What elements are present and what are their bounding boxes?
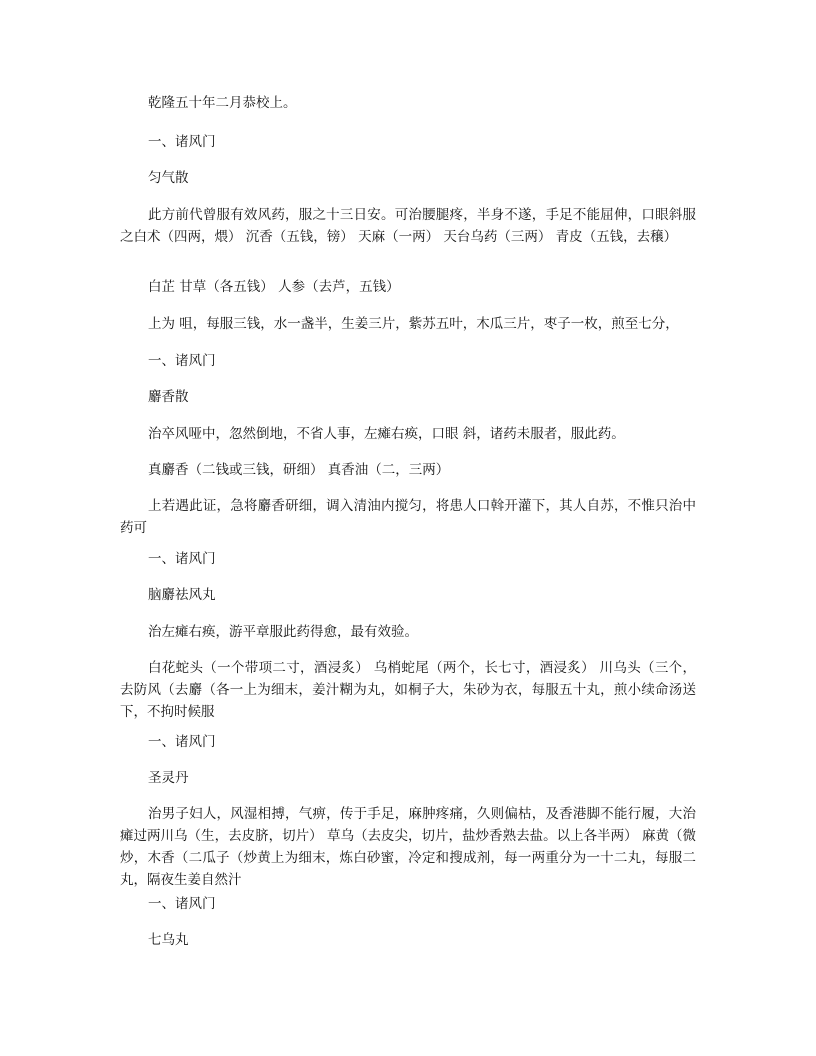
preparation: 上若遇此证，急将麝香研细，调入清油内搅匀，将患人口斡开灌下，其人自苏，不惟只治中药可 (120, 498, 696, 536)
section-heading: 一、诸风门 (148, 134, 216, 150)
recipe-title: 匀气散 (148, 170, 189, 186)
date-line: 乾隆五十年二月恭校上。 (148, 95, 297, 111)
recipe-description: 治左瘫右痪，游平章服此药得愈，最有效验。 (148, 624, 418, 640)
recipe-description: 治卒风哑中，忽然倒地，不省人事，左瘫右痪，口眼 斜，诸药未服者，服此药。 (148, 426, 625, 442)
section-heading: 一、诸风门 (148, 734, 216, 750)
recipe-title: 七乌丸 (148, 932, 189, 948)
recipe-title: 圣灵丹 (148, 770, 189, 786)
ingredients: 真麝香（二钱或三钱，研细） 真香油（二，三两） (148, 462, 450, 478)
preparation: 上为 咀，每服三钱，水一盏半，生姜三片，紫苏五叶，木瓜三片，枣子一枚，煎至七分， (148, 316, 679, 332)
section-heading: 一、诸风门 (148, 551, 216, 567)
ingredients: 白芷 甘草（各五钱） 人参（去芦，五钱） (148, 279, 400, 295)
recipe-description: 此方前代曾服有效风药，服之十三日安。可治腰腿疼，半身不遂，手足不能屈伸，口眼斜服之白术（四两，煨） 沉香（五钱，镑） 天麻（一两） 天台乌药（三两） 青皮（五钱，去穣） (120, 207, 696, 245)
section-heading: 一、诸风门 (148, 353, 216, 369)
recipe-title: 脑麝祛风丸 (148, 587, 216, 603)
ingredients: 白花蛇头（一个带项二寸，酒浸炙） 乌梢蛇尾（两个，长七寸，酒浸炙） 川乌头（三个，去防风（去麝（各一上为细末，姜汁糊为丸，如桐子大，朱砂为衣，每服五十丸，煎小续命汤送下，不拘时候服 (120, 660, 696, 720)
recipe-description: 治男子妇人，风湿相搏，气痹，传于手足，麻肿疼痛，久则偏枯，及香港脚不能行履，大治瘫过两川乌（生，去皮脐，切片） 草乌（去皮尖，切片，盐炒香熟去盐。以上各半两） 麻黄（微炒，木香（二瓜子（炒黄上为细末，炼白砂蜜，冷定和搜成剂，每一两重分为一十二丸，每服二丸，隔夜生姜自然汁 (120, 806, 696, 888)
recipe-title: 麝香散 (148, 389, 189, 405)
section-heading: 一、诸风门 (148, 896, 216, 912)
